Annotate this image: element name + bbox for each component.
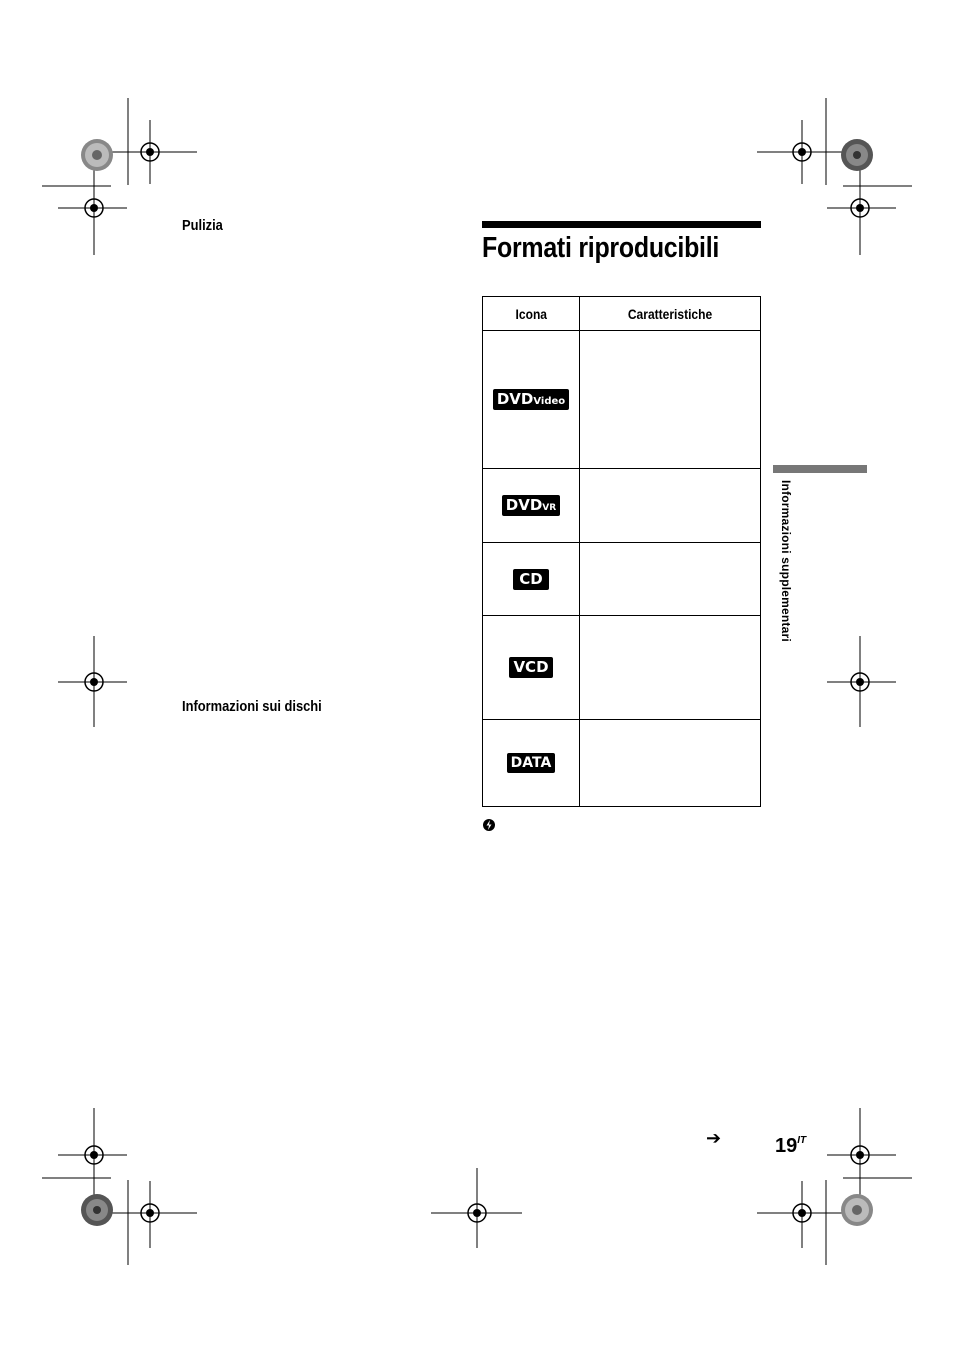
table-row [483,469,761,543]
disc-info-heading: Informazioni sui dischi [182,698,322,715]
arrow-right-icon: ➔ [706,1128,722,1148]
header-icon: Icona [483,297,580,331]
hint-icon [482,818,496,832]
table-row [483,720,761,807]
side-tab-bar [773,465,867,473]
icon-cell [483,616,580,720]
formats-table [482,296,761,807]
table-header-row [483,297,761,331]
table-row [483,543,761,616]
icon-cell [483,331,580,469]
features-cell [580,720,761,807]
icon-cell [483,720,580,807]
page-number: $19^{IT}$ [775,1135,807,1157]
data-logo-icon: DATA [507,753,556,773]
table-row [483,616,761,720]
header-features: Caratteristiche [580,297,761,331]
features-cell [580,616,761,720]
page-title: Formati riproducibili [482,232,720,264]
title-rule [482,221,761,228]
vcd-logo-icon: VCD [509,657,552,678]
dvd-video-logo-icon: DVDVideo [493,389,569,410]
cd-logo-icon: CD [513,569,548,590]
cleaning-heading: Pulizia [182,217,223,234]
icon-cell [483,469,580,543]
features-cell [580,543,761,616]
features-cell [580,331,761,469]
table-row [483,331,761,469]
features-cell [580,469,761,543]
dvd-vr-logo-icon: DVDVR [502,495,560,516]
side-tab-label: Informazioni supplementari [779,480,793,642]
icon-cell [483,543,580,616]
